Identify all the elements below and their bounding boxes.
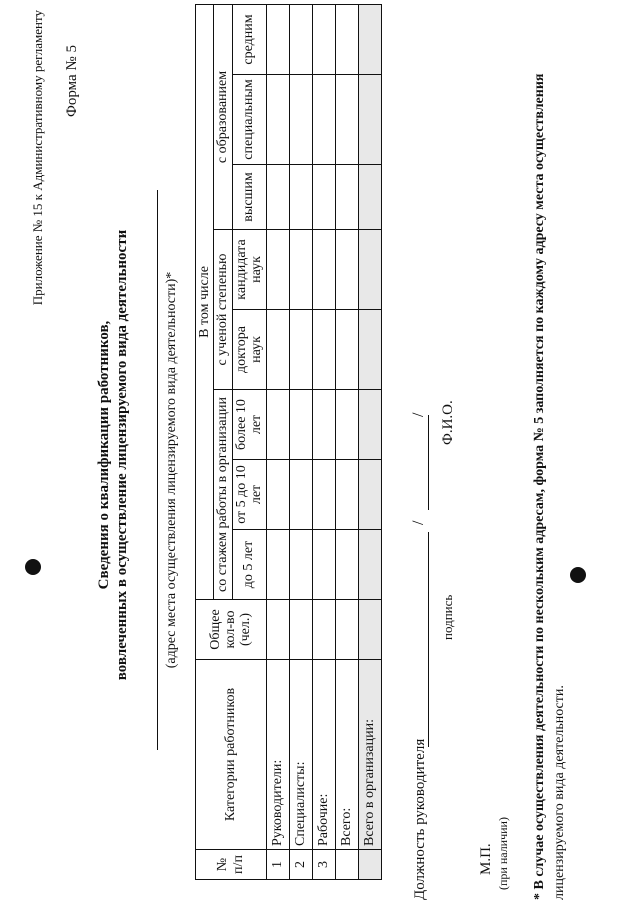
stamp-place-label: М.П. (478, 843, 494, 875)
table-cell[interactable] (312, 390, 335, 460)
table-cell[interactable] (358, 390, 381, 460)
table-cell[interactable] (312, 310, 335, 390)
table-cell[interactable] (289, 75, 312, 165)
table-row-total (335, 4, 358, 879)
row-num: 1 (266, 850, 289, 880)
table-cell[interactable] (335, 75, 358, 165)
document-title-line1: Сведения о квалификации работников, (96, 320, 112, 590)
punch-hole-icon (25, 559, 41, 575)
table-cell[interactable] (335, 460, 358, 530)
appendix-note: Приложение № 15 к Административному регламенту (30, 10, 45, 306)
row-category: Руководители: (266, 660, 289, 850)
row-category: Специалисты: (289, 660, 312, 850)
table-cell[interactable] (266, 310, 289, 390)
footnote-line2: лицензируемого вида деятельности. (552, 685, 567, 900)
row-category: Всего в организации: (358, 660, 381, 850)
row-num: 3 (312, 850, 335, 880)
header-edu-sub: высшим (232, 165, 266, 230)
table-cell[interactable] (289, 310, 312, 390)
row-num (335, 850, 358, 880)
table-cell[interactable] (312, 600, 335, 660)
table-cell[interactable] (358, 230, 381, 310)
signature-slash: / (410, 412, 427, 417)
footnote (530, 20, 570, 900)
fio-caption: Ф.И.О. (440, 400, 456, 445)
table-cell[interactable] (358, 460, 381, 530)
table-cell[interactable] (335, 600, 358, 660)
table-cell[interactable] (289, 460, 312, 530)
header-category: Категории работников (196, 660, 267, 850)
header-total: Общее кол-во (чел.) (196, 600, 267, 660)
header-degree: с ученой степенью (214, 230, 232, 390)
table-cell[interactable] (289, 230, 312, 310)
header-edu-sub: специальным (232, 75, 266, 165)
row-num (358, 850, 381, 880)
signature-caption: подпись (440, 594, 455, 640)
table-row-total-org (358, 4, 381, 879)
table-cell[interactable] (335, 310, 358, 390)
signature-line[interactable] (428, 532, 429, 747)
table-cell[interactable] (312, 4, 335, 74)
signature-slash: / (410, 520, 427, 525)
table-row (266, 4, 289, 879)
table-cell[interactable] (312, 230, 335, 310)
table-cell[interactable] (289, 165, 312, 230)
table-cell[interactable] (266, 230, 289, 310)
header-exp-sub: более 10 лет (232, 390, 266, 460)
table-cell[interactable] (358, 4, 381, 74)
table-cell[interactable] (266, 460, 289, 530)
header-exp-sub: до 5 лет (232, 530, 266, 600)
table-cell[interactable] (266, 530, 289, 600)
table-header-row (196, 4, 214, 879)
row-category: Всего: (335, 660, 358, 850)
table-cell[interactable] (335, 165, 358, 230)
table-cell[interactable] (312, 460, 335, 530)
row-num: 2 (289, 850, 312, 880)
table-cell[interactable] (358, 165, 381, 230)
document-title-line2: вовлеченных в осуществление лицензируемого вида деятельности (114, 229, 130, 681)
table-row (312, 4, 335, 879)
table-cell[interactable] (335, 4, 358, 74)
table-cell[interactable] (266, 165, 289, 230)
table-cell[interactable] (312, 75, 335, 165)
table-cell[interactable] (358, 600, 381, 660)
footnote-line1: * В случае осуществления деятельности по нескольким адресам, форма № 5 заполняется по каждому адресу места осуществления (532, 73, 547, 900)
table-cell[interactable] (358, 75, 381, 165)
table-cell[interactable] (312, 165, 335, 230)
table-cell[interactable] (335, 390, 358, 460)
table-cell[interactable] (289, 600, 312, 660)
table-cell[interactable] (335, 530, 358, 600)
table-cell[interactable] (289, 4, 312, 74)
manager-position-label: Должность руководителя (412, 738, 428, 900)
stamp-note: (при наличии) (496, 817, 510, 890)
header-exp-sub: от 5 до 10 лет (232, 460, 266, 530)
table-cell[interactable] (266, 4, 289, 74)
header-experience: со стажем работы в организации (214, 390, 232, 600)
address-caption: (адрес места осуществления лицензируемого вида деятельности)* (164, 271, 179, 669)
table-cell[interactable] (266, 75, 289, 165)
header-edu-sub: средним (232, 4, 266, 74)
table-cell[interactable] (335, 230, 358, 310)
header-degree-sub: доктора наук (232, 310, 266, 390)
table-cell[interactable] (358, 310, 381, 390)
address-fill-line (157, 190, 158, 750)
header-including: В том числе (196, 4, 214, 599)
header-education: с образованием (214, 4, 232, 229)
table-row (289, 4, 312, 879)
table-cell[interactable] (289, 390, 312, 460)
form-number: Форма № 5 (64, 45, 80, 117)
table-cell[interactable] (289, 530, 312, 600)
header-degree-sub: кандидата наук (232, 230, 266, 310)
row-category: Рабочие: (312, 660, 335, 850)
qualification-table (195, 4, 382, 880)
punch-hole-icon (570, 567, 586, 583)
table-cell[interactable] (266, 390, 289, 460)
fio-line[interactable] (428, 415, 429, 510)
table-cell[interactable] (266, 600, 289, 660)
table-cell[interactable] (358, 530, 381, 600)
table-cell[interactable] (312, 530, 335, 600)
header-num: № п/п (196, 850, 267, 880)
